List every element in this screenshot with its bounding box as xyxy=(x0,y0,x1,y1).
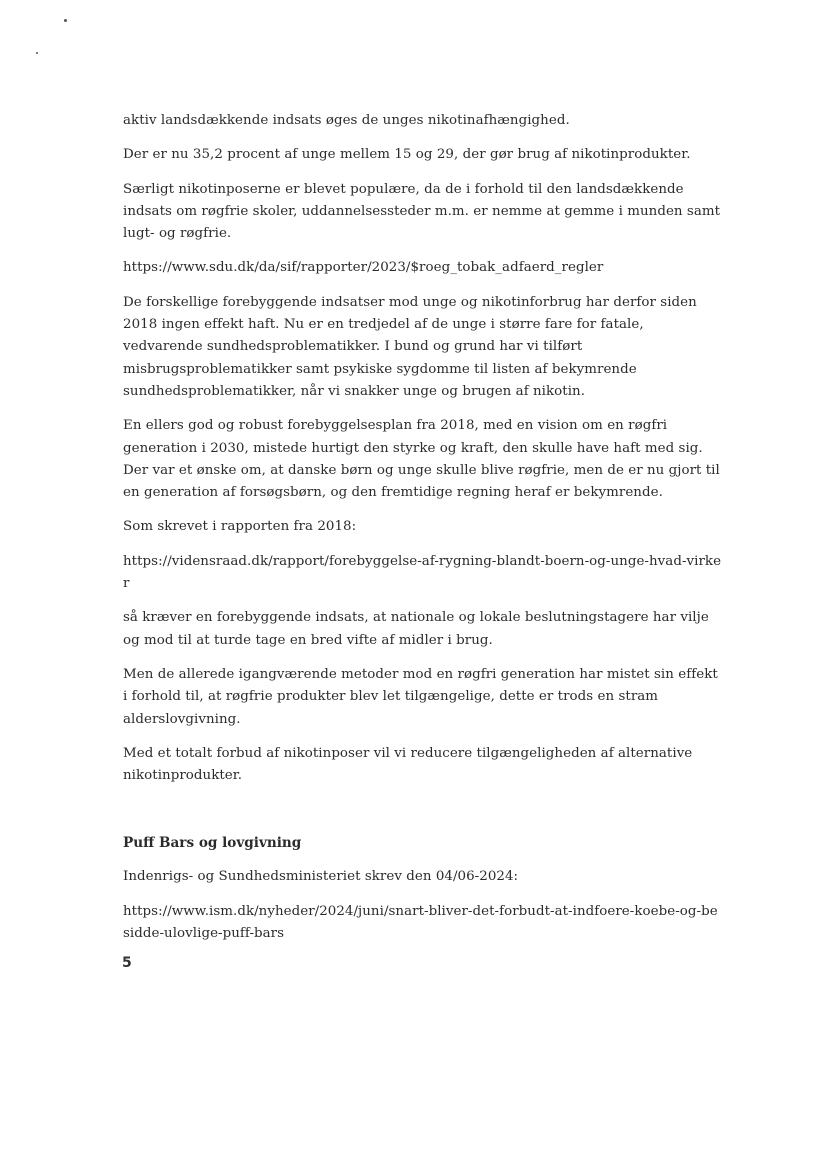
section-heading: Puff Bars og lovgivning xyxy=(123,835,302,852)
source-link: https://www.sdu.dk/da/sif/rapporter/2023/$roeg_tobak_adfaerd_regler xyxy=(123,260,604,276)
paragraph: Der er nu 35,2 procent af unge mellem 15 og 29, der gør brug af nikotinprodukter. xyxy=(123,147,691,163)
scan-speck xyxy=(36,52,38,54)
paragraph: Som skrevet i rapporten fra 2018: xyxy=(123,519,357,535)
document-body xyxy=(123,110,723,945)
paragraph: så kræver en forebyggende indsats, at nationale og lokale beslutningstagere har vilje og mod til at turde tage en bred vifte af midler i brug. xyxy=(123,610,709,648)
source-link: https://vidensraad.dk/rapport/forebyggelse-af-rygning-blandt-boern-og-unge-hvad-virker xyxy=(123,553,722,592)
page-number: 5 xyxy=(122,955,132,971)
paragraph: aktiv landsdækkende indsats øges de unges nikotinafhængighed. xyxy=(123,113,570,128)
paragraph: Men de allerede igangværende metoder mod en røgfri generation har mistet sin effekt i forhold til, at røgfrie produkter blev let tilgængelige, dette er trods en stram alderslovgivning. xyxy=(123,666,718,727)
paragraph: De forskellige forebyggende indsatser mod unge og nikotinforbrug har derfor siden 2018 ingen effekt haft. Nu er en tredjedel af de unge i større fare for fatale, vedvarende sundhedsproblematikker. I bund og grund har vi tilført misbrugsproblematikker samt psykiske sygdomme til listen af bekymrende sundhedsproblematikker, når vi snakker unge og brugen af nikotin. xyxy=(123,294,697,399)
paragraph: Med et totalt forbud af nikotinposer vil vi reducere tilgængeligheden af alternative nikotinprodukter. xyxy=(123,745,693,784)
scan-speck xyxy=(64,19,67,22)
paragraph: En ellers god og robust forebyggelsesplan fra 2018, med en vision om en røgfri generation i 2030, mistede hurtigt den styrke og kraft, den skulle have haft med sig. Der var et ønske om, at danske børn og unge skulle blive røgfrie, men de er nu gjort til en generation af forsøgsbørn, og den fremtidige regning heraf er bekymrende. xyxy=(123,418,720,501)
paragraph: Indenrigs- og Sundhedsministeriet skrev den 04/06-2024: xyxy=(123,869,519,885)
paragraph: Særligt nikotinposerne er blevet populære, da de i forhold til den landsdækkende indsats om røgfrie skoler, uddannelsessteder m.m. er nemme at gemme i munden samt lugt- og røgfrie. xyxy=(123,181,721,242)
source-link: https://www.ism.dk/nyheder/2024/juni/snart-bliver-det-forbudt-at-indfoere-koebe-og-besidde-ulovlige-puff-bars xyxy=(123,903,718,942)
